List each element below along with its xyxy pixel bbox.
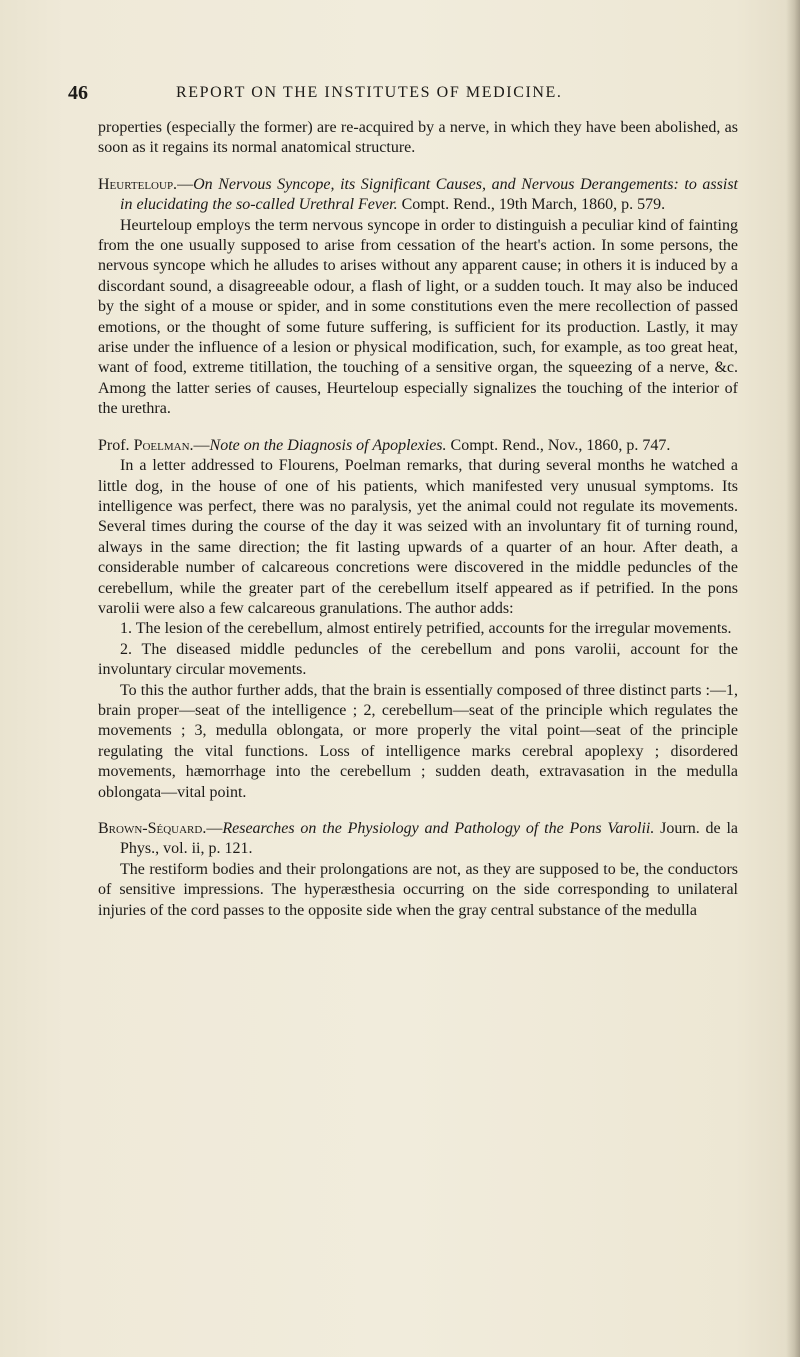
entry-citation: Journ. de la Phys., vol. ii, p. 121. — [120, 820, 739, 858]
entry-heading: Prof. Poelman.—Note on the Diagnosis of Apoplexies. Compt. Rend., Nov., 1860, p. 747. — [98, 436, 671, 454]
entry-body: In a letter addressed to Flourens, Poelman remarks, that during several months he watched a little dog, in the house of one of his patients, which manifested very unusual symptoms. Its intelligence was perfect, there was no paralysis, yet the animal could not regulate its movements. Several times during the course of the day it was seized with an involuntary fit of turning round, always in the same direction; the fit lasting upwards of a quarter of an hour. After death, a considerable number of calcareous concretions were discovered in the middle peduncles of the cerebellum, while the greater part of the cerebellum itself appeared as if petrified. In the pons varolii were also a few calcareous granulations. The author adds: — [98, 457, 738, 617]
entry-point-1: 1. The lesion of the cerebellum, almost entirely petrified, accounts for the irregular movements. — [120, 620, 732, 638]
page-text — [98, 118, 738, 921]
entry-title: On Nervous Syncope, its Significant Causes, and Nervous Derangements: to assist in elucidating the so-called Urethral Fever. — [120, 175, 738, 214]
entry-author: Brown-Séquard. — [98, 820, 207, 837]
entry-brown-sequard — [98, 819, 738, 921]
entry-poelman — [98, 436, 738, 803]
entry-citation: Compt. Rend., 19th March, 1860, p. 579. — [401, 196, 666, 214]
entry-citation: Compt. Rend., Nov., 1860, p. 747. — [450, 436, 671, 454]
entry-author: Heurteloup. — [98, 175, 178, 193]
entry-heading: Brown-Séquard.—Researches on the Physiology and Pathology of the Pons Varolii. Journ. de la Phys., vol. ii, p. 121. — [98, 820, 739, 858]
entry-heurteloup — [98, 175, 738, 420]
entry-body: The restiform bodies and their prolongations are not, as they are supposed to be, the conductors of sensitive impressions. The hyperæsthesia occurring on the side corresponding to unilateral injuries of the cord passes to the opposite side when the gray central substance of the medulla — [98, 860, 738, 919]
running-head-title: REPORT ON THE INSTITUTES OF MEDICINE. — [176, 84, 563, 101]
entry-heading: Heurteloup.—On Nervous Syncope, its Significant Causes, and Nervous Derangements: to assist in elucidating the so-called Urethral Fever. Compt. Rend., 19th March, 1860, p. 579. — [98, 175, 738, 214]
page-number: 46 — [68, 82, 88, 104]
entry-title: Note on the Diagnosis of Apoplexies. — [209, 436, 447, 454]
entry-prefix: Prof. — [98, 436, 130, 454]
entry-author: Poelman. — [133, 436, 194, 454]
entry-conclusion: To this the author further adds, that the brain is essentially composed of three distinct parts :—1, brain proper—seat of the intelligence ; 2, cerebellum—seat of the principle which regulates the movements ; 3, medulla oblongata, or more properly the vital point—seat of the principle regulating the vital functions. Loss of intelligence marks cerebral apoplexy ; disordered movements, hæmorrhage into the cerebellum ; sudden death, extravasation in the medulla oblongata—vital point. — [98, 681, 738, 801]
intro-paragraph: properties (especially the former) are re-acquired by a nerve, in which they have been abolished, as soon as it regains its normal anatomical structure. — [98, 119, 738, 157]
page-edge-shadow — [786, 0, 800, 1357]
entry-body: Heurteloup employs the term nervous syncope in order to distinguish a peculiar kind of fainting from the one usually supposed to arise from cessation of the heart's action. In some persons, the nervous syncope which he alludes to arises without any apparent cause; in others it is induced by a discordant sound, a disagreeable odour, a flash of light, or a sudden touch. It may also be induced by the sight of a mouse or spider, and in some constitutions even the mere recollection of passed emotions, or the thought of some future suffering, is sufficient for its production. Lastly, it may arise under the influence of a lesion or physical modification, such, for example, as too great heat, want of food, extreme titillation, the touching of a sensitive organ, the squeezing of a nerve, &c. Among the latter series of causes, Heurteloup especially signalizes the touching of the interior of the urethra. — [98, 216, 738, 418]
entry-point-2: 2. The diseased middle peduncles of the cerebellum and pons varolii, account for the involuntary circular movements. — [98, 640, 738, 679]
entry-title: Researches on the Physiology and Pathology of the Pons Varolii. — [222, 820, 655, 837]
running-head — [68, 82, 730, 108]
